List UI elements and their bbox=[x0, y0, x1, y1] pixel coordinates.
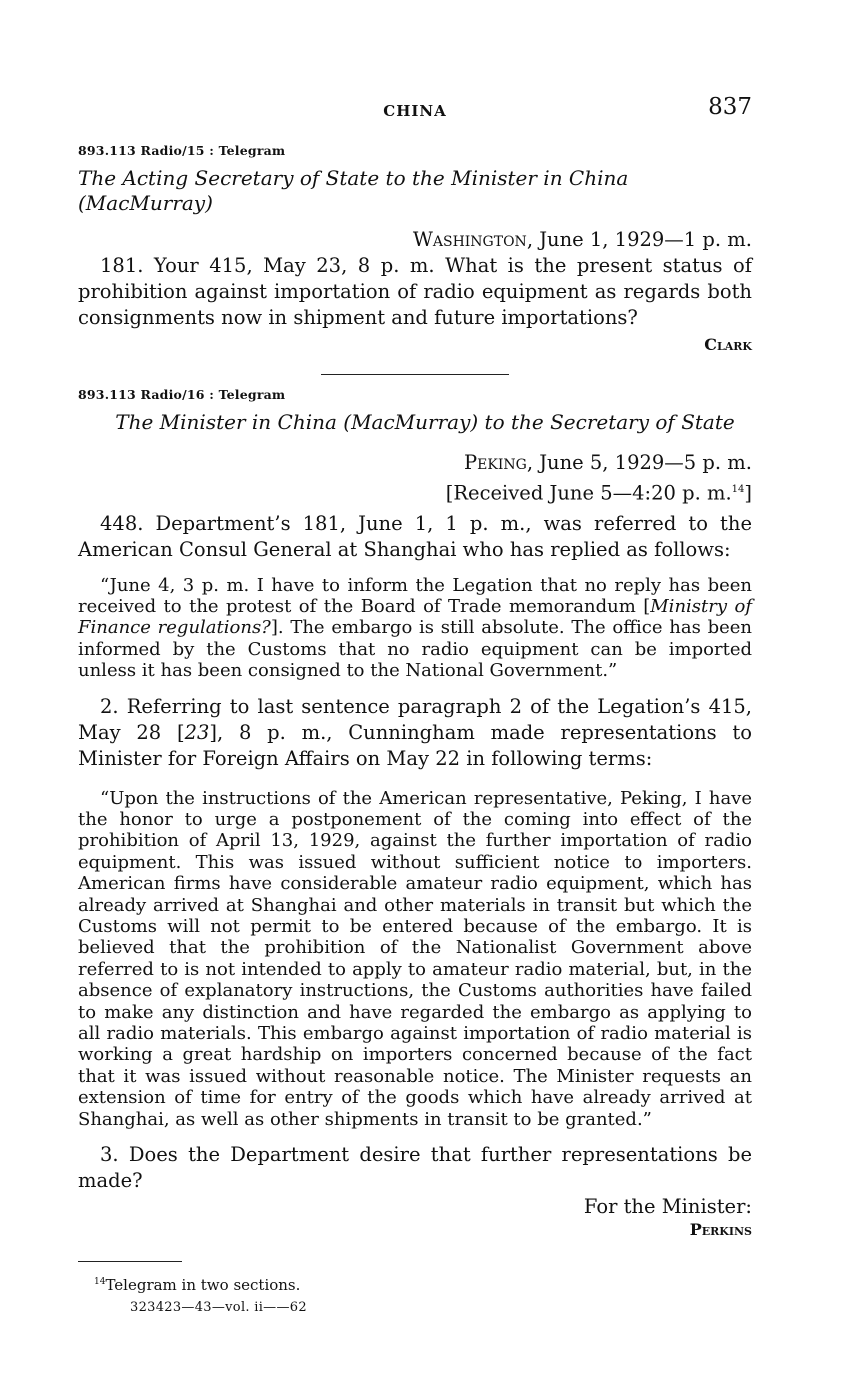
para-text: 2. Referring to last sentence paragraph 2 of the Legation’s 415, May 28 [ bbox=[78, 694, 752, 744]
page-number: 837 bbox=[708, 94, 752, 120]
paragraph-3: 3. Does the Department desire that further representations be made? bbox=[78, 1143, 752, 1193]
para-editorial: 23 bbox=[184, 720, 210, 744]
document-heading: The Minister in China (MacMurray) to the Secretary of State bbox=[115, 410, 735, 434]
dateline-date: , June 1, 1929—1 p. m. bbox=[526, 228, 752, 251]
dateline-place: Peking bbox=[464, 451, 527, 474]
footnote-marker: 14 bbox=[94, 1277, 106, 1288]
quoted-representation: “Upon the instructions of the American representative, Peking, I have the honor to urge a postponement of the coming into effect of the prohibition of April 13, 1929, against the further importation of radio equipment. This was issued without sufficient notice to importers. American firms have considerable amateur radio equipment, which has already arrived at Shanghai and other materials in transit but which the Customs will not permit to be entered because of the embargo. It is believed that the prohibition of the Nationalist Government above referred to is not intended to apply to amateur radio material, but, in the absence of explanatory instructions, the Customs authorities have failed to make any distinction and have regarded the embargo as applying to all radio materials. This embargo against importation of radio material is working a great hardship on importers concerned because of the fact that it was issued without reasonable notice. The Minister requests an extension of time for entry of the goods which have already arrived at Shanghai, as well as other shipments in transit to be granted.” bbox=[78, 787, 752, 1130]
signature: Perkins bbox=[689, 1220, 752, 1240]
telegram-2 bbox=[78, 387, 752, 1239]
signature: Clark bbox=[704, 335, 752, 354]
telegram-1 bbox=[78, 143, 752, 354]
telegram-body: 181. Your 415, May 23, 8 p. m. What is the present status of prohibition against importation of radio equipment as regards both consignments now in shipment and future importations? bbox=[78, 254, 752, 329]
file-reference: 893.113 Radio/16 : Telegram bbox=[78, 387, 286, 402]
footnote-ref: 14 bbox=[731, 484, 745, 495]
document-heading: The Acting Secretary of State to the Minister in China (MacMurray) bbox=[78, 166, 629, 215]
quote-editorial: Ministry of Finance regulations? bbox=[78, 595, 752, 639]
running-head bbox=[78, 92, 752, 126]
footnote-text: Telegram in two sections. bbox=[105, 1276, 301, 1295]
footnote bbox=[94, 1276, 752, 1294]
paragraph-1: 448. Department’s 181, June 1, 1 p. m., was referred to the American Consul General at Shanghai who has replied as follows: bbox=[78, 511, 752, 561]
quote-text: ]. The embargo is still absolute. The office has been informed by the Customs that no radio equipment can be imported unless it has been consigned to the National Government.” bbox=[78, 617, 752, 682]
dateline-date: , June 5, 1929—5 p. m. bbox=[526, 451, 752, 474]
running-title: CHINA bbox=[383, 102, 447, 120]
received-line bbox=[78, 476, 752, 507]
dateline-place: Washington bbox=[412, 228, 527, 251]
paragraph-2 bbox=[78, 694, 752, 772]
received-text: [Received June 5—4:20 p. m. bbox=[445, 481, 732, 505]
quote-text: “June 4, 3 p. m. I have to inform the Legation that no reply has been received to the protest of the Board of Trade memorandum [ bbox=[78, 574, 752, 617]
closing-line: For the Minister: bbox=[583, 1195, 752, 1219]
footnote-rule bbox=[78, 1261, 182, 1262]
file-reference: 893.113 Radio/15 : Telegram bbox=[78, 143, 286, 158]
dateline bbox=[78, 449, 752, 476]
quoted-reply bbox=[78, 575, 752, 682]
section-divider bbox=[321, 374, 509, 375]
received-close: ] bbox=[744, 481, 752, 505]
print-code: 323423—43—vol. ii——62 bbox=[130, 1300, 307, 1316]
para-text: ], 8 p. m., Cunningham made representations to Minister for Foreign Affairs on May 22 in following terms: bbox=[78, 720, 752, 770]
dateline bbox=[78, 226, 752, 253]
document-page bbox=[78, 92, 752, 1315]
